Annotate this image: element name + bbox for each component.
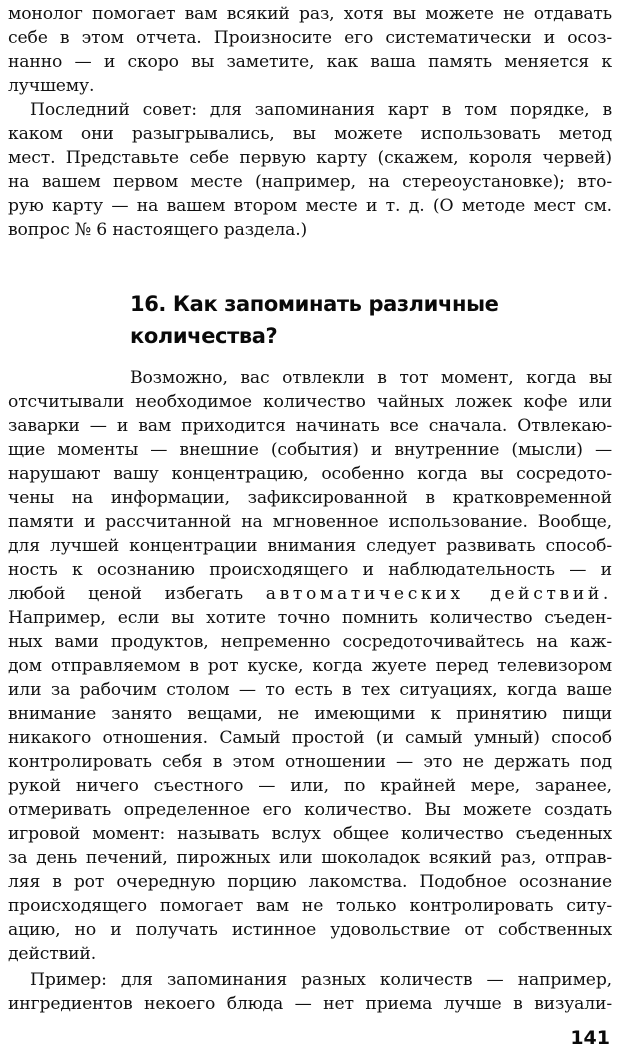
text-line: каком они разыгрывались, вы можете использовать метод bbox=[8, 124, 612, 144]
text-line: лучшему. bbox=[8, 76, 95, 96]
text-line: себе в этом отчета. Произносите его систематически и осоз- bbox=[8, 28, 612, 48]
text-line bbox=[8, 582, 612, 606]
text-fragment: любой ценой избегать bbox=[8, 584, 243, 604]
section-heading-line-1: 16. Как запоминать различные bbox=[130, 292, 499, 316]
text-line: ность к осознанию происходящего и наблюдательность — и bbox=[8, 560, 612, 580]
page-number: 141 bbox=[570, 1027, 610, 1049]
text-line: ацию, но и получать истинное удовольствие от собственных bbox=[8, 920, 612, 940]
text-line: игровой момент: называть вслух общее количество съеденных bbox=[8, 824, 612, 844]
text-line: на вашем первом месте (например, на стереоустановке); вто- bbox=[8, 172, 612, 192]
text-line: нарушают вашу концентрацию, особенно когда вы сосредото- bbox=[8, 464, 612, 484]
emphasized-text: автоматических действий. bbox=[265, 584, 612, 604]
text-line: мест. Представьте себе первую карту (скажем, короля червей) bbox=[8, 148, 612, 168]
text-line: за день печений, пирожных или шоколадок всякий раз, отправ- bbox=[8, 848, 612, 868]
text-line: никакого отношения. Самый простой (и самый умный) способ bbox=[8, 728, 612, 748]
text-line: чены на информации, зафиксированной в кратковременной bbox=[8, 488, 612, 508]
text-line: ляя в рот очередную порцию лакомства. Подобное осознание bbox=[8, 872, 612, 892]
text-line: Последний совет: для запоминания карт в том порядке, в bbox=[30, 100, 612, 120]
text-line: отмеривать определенное его количество. Вы можете создать bbox=[8, 800, 612, 820]
text-line: рую карту — на вашем втором месте и т. д. (О методе мест см. bbox=[8, 196, 612, 216]
section-heading-line-2: количества? bbox=[130, 324, 278, 348]
text-line: контролировать себя в этом отношении — это не держать под bbox=[8, 752, 612, 772]
text-line: ингредиентов некоего блюда — нет приема лучше в визуали- bbox=[8, 994, 612, 1014]
text-line: щие моменты — внешние (события) и внутренние (мысли) — bbox=[8, 440, 612, 460]
text-line: ных вами продуктов, непременно сосредоточивайтесь на каж- bbox=[8, 632, 612, 652]
text-line: Например, если вы хотите точно помнить количество съеден- bbox=[8, 608, 612, 628]
text-line: Пример: для запоминания разных количеств — например, bbox=[30, 970, 612, 990]
text-line: действий. bbox=[8, 944, 97, 964]
text-line: происходящего помогает вам не только контролировать ситу- bbox=[8, 896, 612, 916]
text-line: Возможно, вас отвлекли в тот момент, когда вы bbox=[130, 368, 612, 388]
text-line: нанно — и скоро вы заметите, как ваша память меняется к bbox=[8, 52, 612, 72]
text-line: рукой ничего съестного — или, по крайней мере, заранее, bbox=[8, 776, 612, 796]
text-line: заварки — и вам приходится начинать все сначала. Отвлекаю- bbox=[8, 416, 612, 436]
text-line: дом отправляемом в рот куске, когда жуете перед телевизором bbox=[8, 656, 612, 676]
text-line: для лучшей концентрации внимания следует развивать способ- bbox=[8, 536, 612, 556]
text-line: монолог помогает вам всякий раз, хотя вы можете не отдавать bbox=[8, 4, 612, 24]
text-line: памяти и рассчитанной на мгновенное использование. Вообще, bbox=[8, 512, 612, 532]
text-line: вопрос № 6 настоящего раздела.) bbox=[8, 220, 308, 240]
text-line: отсчитывали необходимое количество чайных ложек кофе или bbox=[8, 392, 612, 412]
text-line: или за рабочим столом — то есть в тех ситуациях, когда ваше bbox=[8, 680, 612, 700]
text-line: внимание занято вещами, не имеющими к принятию пищи bbox=[8, 704, 612, 724]
